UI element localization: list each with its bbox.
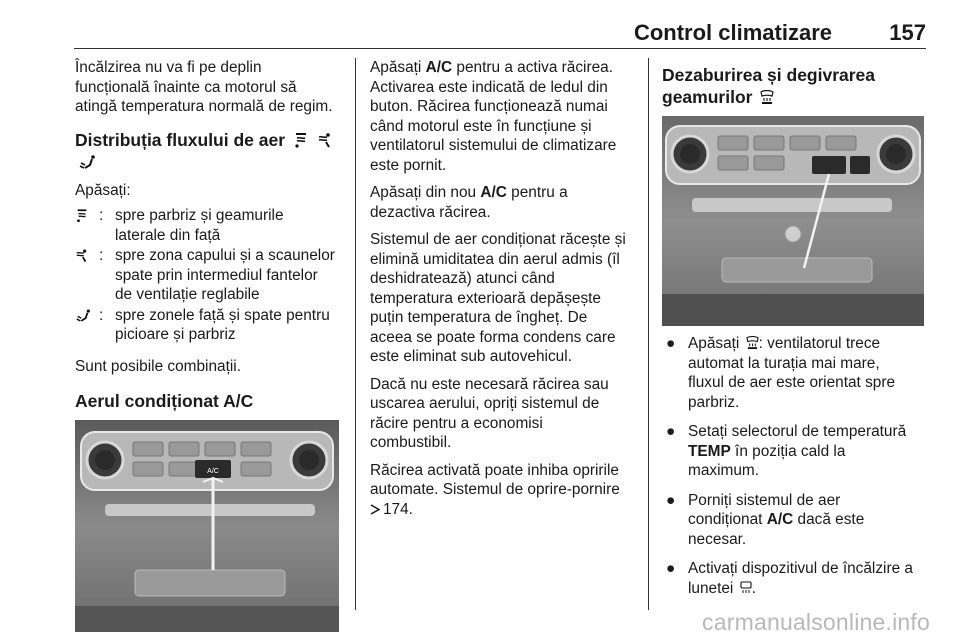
- page-reference-icon: [370, 504, 380, 515]
- ac-panel-photo: [75, 420, 339, 632]
- page-header: [74, 8, 926, 49]
- page-reference-link[interactable]: 174.: [383, 500, 413, 518]
- column-right: [662, 58, 930, 608]
- list-item: ● Porniți sistemul de aer condiționat A/C dacă este necesar.: [666, 491, 865, 548]
- head-airflow-icon: [75, 248, 89, 263]
- page-title: Control climatizare: [633, 20, 832, 45]
- front-defrost-icon: [760, 90, 774, 105]
- airflow-options: [75, 206, 347, 345]
- rear-defrost-icon: [740, 581, 752, 595]
- defrost-heading: Dezaburirea și degivrarea geamurilor: [662, 65, 876, 107]
- defrost-panel-photo: [662, 116, 924, 326]
- list-item: ● Setați selectorul de temperatură TEMP în poziția cald la maximum.: [666, 423, 907, 479]
- intro-paragraph: Încălzirea nu va fi pe deplin funcțională înainte ca motorul să atingă temperatura normală de regim.: [75, 59, 333, 115]
- ac-save-fuel-paragraph: Dacă nu este necesară răcirea sau uscarea aerului, opriți sistemul de răcire pentru a economisi combustibil.: [370, 375, 609, 451]
- column-divider: [355, 58, 356, 610]
- column-middle: [370, 58, 638, 527]
- foot-airflow-icon: [78, 154, 96, 170]
- press-label: Apăsați:: [75, 181, 131, 199]
- combinations-text: Sunt posibile combinații.: [75, 357, 241, 375]
- front-defrost-icon: [746, 336, 759, 350]
- ac-button-label: A/C: [207, 468, 219, 475]
- watermark: carmanualsonline.info: [702, 609, 930, 635]
- foot-airflow-icon: [75, 308, 91, 323]
- head-airflow-icon: [317, 132, 333, 148]
- windshield-airflow-icon: [75, 208, 89, 223]
- defrost-steps: [662, 334, 930, 598]
- airflow-option-foot: : spre zonele față și spate pentru picioare și parbriz: [75, 306, 347, 345]
- column-left: [75, 58, 347, 632]
- list-item: ● Activați dispozitivul de încălzire a lunetei .: [666, 560, 913, 597]
- ac-heading: Aerul condiționat A/C: [75, 391, 254, 411]
- page-number: 157: [889, 20, 926, 45]
- ac-dehumidify-paragraph: Sistemul de aer condiționat răcește și elimină umiditatea din aerul admis (îl deshidratează) atunci când temperatura exterioară depășește puțin temperatura de îngheț. De aceea se poate forma condens care este eliminat sub autovehicul.: [370, 231, 626, 365]
- distribution-heading: Distribuția fluxului de aer: [75, 129, 347, 173]
- ac-autostop-paragraph: Răcirea activată poate inhiba opririle automate. Sistemul de oprire-pornire 174.: [370, 461, 620, 518]
- ac-activate-paragraph: Apăsați A/C pentru a activa răcirea. Activarea este indicată de ledul din buton. Răcirea funcționează numai când motorul este în funcțiune și ventilatorul sistemului de climatizare este pornit.: [370, 59, 617, 174]
- list-item: ● Apăsați : ventilatorul trece automat la turația mai mare, fluxul de aer este orientat spre parbriz.: [666, 335, 896, 411]
- windshield-airflow-icon: [293, 132, 309, 148]
- airflow-option-head: : spre zona capului și a scaunelor spate prin intermediul fantelor de ventilație reglabile: [75, 246, 347, 305]
- ac-deactivate-paragraph: Apăsați din nou A/C pentru a dezactiva răcirea.: [370, 184, 568, 221]
- airflow-option-windshield: : spre parbriz și geamurile laterale din față: [75, 206, 347, 245]
- column-divider: [648, 58, 649, 610]
